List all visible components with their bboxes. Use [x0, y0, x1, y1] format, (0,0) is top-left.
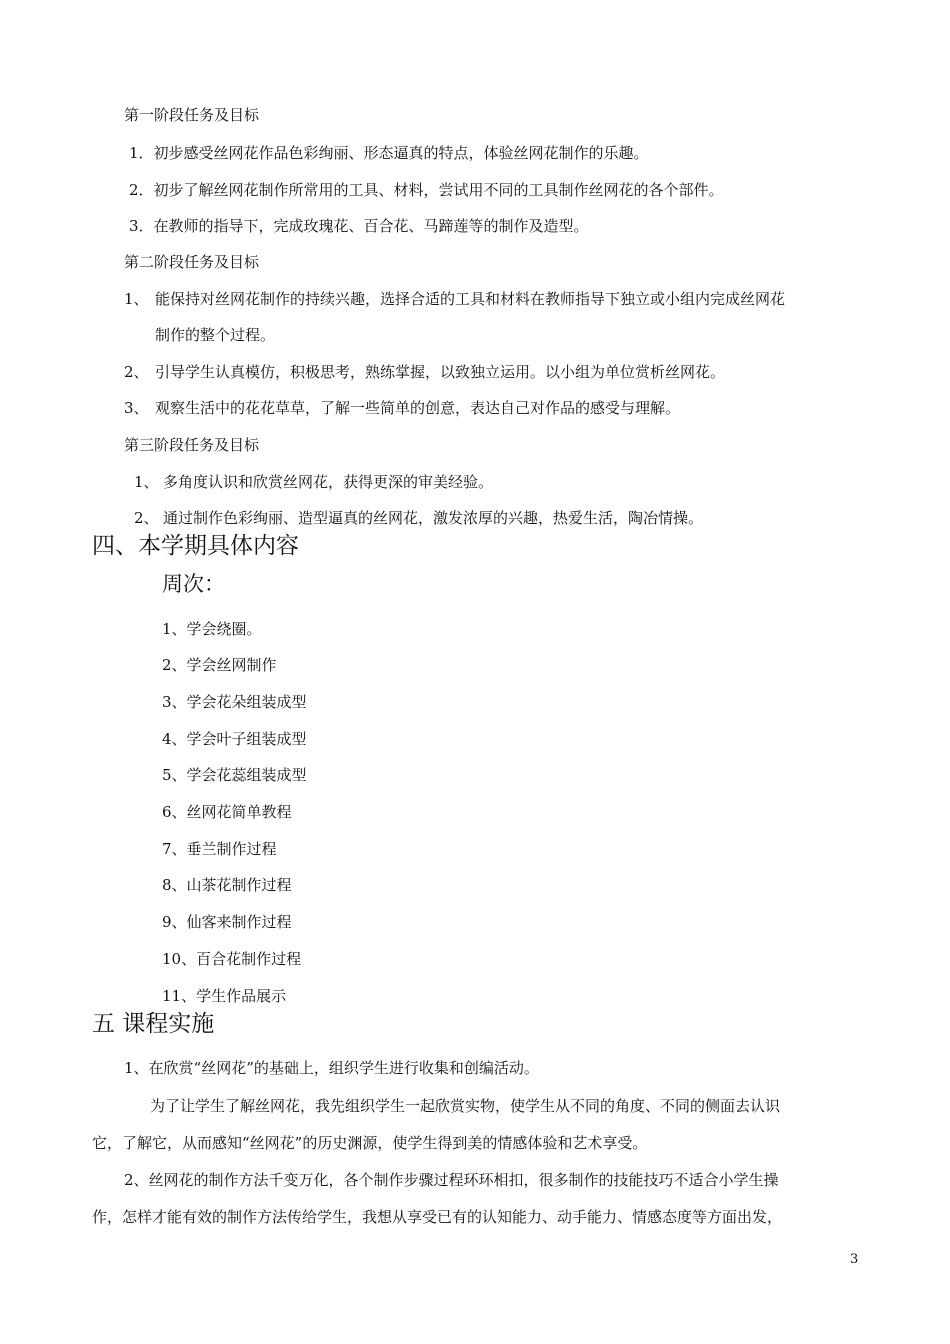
item-text: 在教师的指导下，完成玫瑰花、百合花、马蹄莲等的制作及造型。 — [153, 217, 589, 235]
week-item-10: 10、百合花制作过程 — [162, 950, 302, 968]
week-item-9: 9、仙客来制作过程 — [162, 913, 292, 931]
stage2-item-3 — [124, 398, 680, 418]
week-item-7: 7、垂兰制作过程 — [162, 840, 277, 858]
item-text: 初步了解丝网花制作所常用的工具、材料，尝试用不同的工具制作丝网花的各个部件。 — [153, 181, 724, 199]
week-item-4: 4、学会叶子组装成型 — [162, 730, 307, 748]
item-number: 1． — [129, 144, 154, 162]
item-number: 1、 — [134, 473, 159, 491]
week-item-1: 1、学会绕圈。 — [162, 620, 262, 638]
stage1-heading: 第一阶段任务及目标 — [124, 106, 260, 124]
item-text: 能保持对丝网花制作的持续兴趣，选择合适的工具和材料在教师指导下独立或小组内完成丝网花 — [155, 290, 786, 308]
page-number: 3 — [850, 1252, 859, 1267]
stage2-item-1 — [124, 289, 785, 309]
section5-para-2-line-2: 它，了解它，从而感知“丝网花”的历史渊源，使学生得到美的情感体验和艺术享受。 — [92, 1134, 648, 1152]
item-number: 2、 — [134, 509, 159, 527]
stage1-item-2 — [129, 180, 724, 200]
item-text: 通过制作色彩绚丽、造型逼真的丝网花，激发浓厚的兴趣，热爱生活，陶冶情操。 — [163, 509, 704, 527]
week-item-5: 5、学会花蕊组装成型 — [162, 766, 307, 784]
item-number: 3、 — [124, 399, 149, 417]
item-number: 3． — [129, 217, 154, 235]
week-item-6: 6、丝网花简单教程 — [162, 803, 292, 821]
item-text: 观察生活中的花花草草，了解一些简单的创意，表达自己对作品的感受与理解。 — [155, 399, 681, 417]
stage3-item-1 — [134, 472, 493, 492]
stage1-item-3 — [129, 216, 589, 236]
item-text: 引导学生认真模仿，积极思考，熟练掌握，以致独立运用。以小组为单位赏析丝网花。 — [155, 363, 726, 381]
section4-title: 四、本学期具体内容 — [92, 533, 299, 559]
item-text: 多角度认识和欣赏丝网花，获得更深的审美经验。 — [163, 473, 494, 491]
item-number: 1、 — [124, 290, 149, 308]
stage2-heading: 第二阶段任务及目标 — [124, 253, 260, 271]
item-text: 初步感受丝网花作品色彩绚丽、形态逼真的特点，体验丝网花制作的乐趣。 — [153, 144, 649, 162]
section4-subtitle: 周次： — [162, 572, 225, 596]
section5-para-2-line-1: 为了让学生了解丝网花，我先组织学生一起欣赏实物，使学生从不同的角度、不同的侧面去认识 — [150, 1097, 781, 1115]
section5-para-1: 1、在欣赏“丝网花”的基础上，组织学生进行收集和创编活动。 — [124, 1059, 539, 1077]
week-item-8: 8、山茶花制作过程 — [162, 876, 292, 894]
section5-para-3-line-2: 作，怎样才能有效的制作方法传给学生，我想从享受已有的认知能力、动手能力、情感态度等方面出发， — [92, 1208, 783, 1226]
week-item-11: 11、学生作品展示 — [162, 987, 287, 1005]
week-item-3: 3、学会花朵组装成型 — [162, 693, 307, 711]
section5-para-3-line-1: 2、丝网花的制作方法千变万化，各个制作步骤过程环环相扣，很多制作的技能技巧不适合小学生操 — [124, 1171, 779, 1189]
week-item-2: 2、学会丝网制作 — [162, 656, 277, 674]
item-number: 2、 — [124, 363, 149, 381]
stage2-item-1-continued: 制作的整个过程。 — [155, 326, 276, 344]
item-number: 2． — [129, 181, 154, 199]
stage3-heading: 第三阶段任务及目标 — [124, 436, 260, 454]
section5-title: 五 课程实施 — [92, 1011, 215, 1037]
stage3-item-2 — [134, 508, 703, 528]
stage1-item-1 — [129, 143, 649, 163]
stage2-item-2 — [124, 362, 725, 382]
